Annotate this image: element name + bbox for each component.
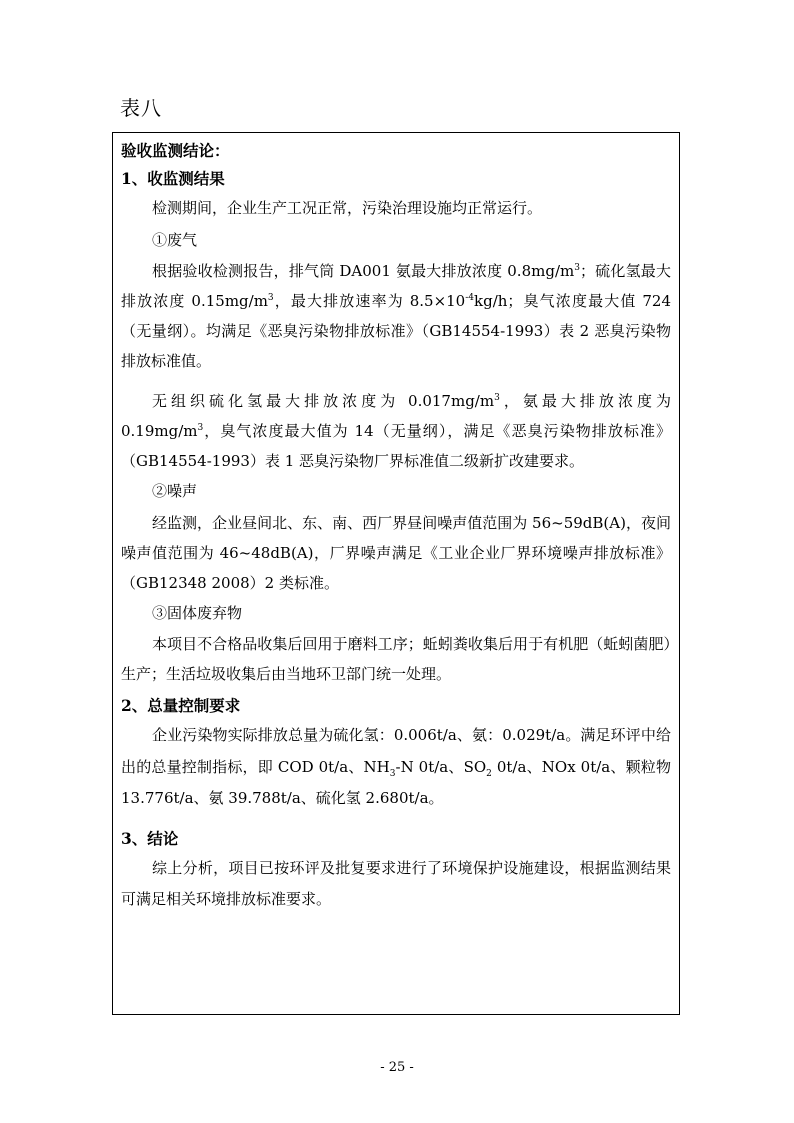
section2-paragraph: 企业污染物实际排放总量为硫化氢：0.006t/a、氨：0.029t/a。满足环评中给出的总量控制指标，即 COD 0t/a、$NH_3-N$ 0t/a、$SO_2$ 0t/a、NOx 0t/a、颗粒物 13.776t/a、氨 39.788t/a、硫化氢 2.680t/a。 — [121, 726, 671, 807]
noise-paragraph: 经监测，企业昼间北、东、南、西厂界昼间噪声值范围为 56~59dB(A)，夜间噪声值范围为 46~48dB(A)，厂界噪声满足《工业企业厂界环境噪声排放标准》（GB12348 2008）2 类标准。 — [121, 513, 671, 592]
box-title: 验收监测结论： — [121, 141, 230, 160]
page-number: - 25 - — [380, 1060, 414, 1075]
noise-label: ②噪声 — [152, 482, 198, 500]
section1-heading: 1、收监测结果 — [121, 169, 225, 188]
section3-paragraph: 综上分析，项目已按环评及批复要求进行了环境保护设施建设，根据监测结果可满足相关环境排放标准要求。 — [121, 858, 671, 908]
section1-intro: 检测期间，企业生产工况正常，污染治理设施均正常运行。 — [152, 199, 543, 217]
section3-heading: 3、结论 — [121, 828, 179, 848]
solid-waste-label: ③固体废弃物 — [152, 603, 243, 622]
conclusion-box — [112, 132, 680, 1015]
waste-gas-paragraph-2: 无组织硫化氢最大排放浓度为 $0.017mg/m^3$，氨最大排放浓度为 $0.19mg/m^3$，臭气浓度最大值为 14（无量纲），满足《恶臭污染物排放标准》（GB14554-1993）表 1 恶臭污染物厂界标准值二级新扩改建要求。 — [121, 392, 671, 470]
solid-waste-paragraph: 本项目不合格品收集后回用于磨料工序；蚯蚓粪收集后用于有机肥（蚯蚓菌肥）生产；生活垃圾收集后由当地环卫部门统一处理。 — [121, 635, 671, 683]
section2-heading: 2、总量控制要求 — [121, 696, 241, 715]
table-label: 表八 — [120, 96, 162, 120]
waste-gas-paragraph-1: 根据验收检测报告，排气筒 DA001 氨最大排放浓度 $0.8mg/m^3$；硫化氢最大排放浓度 $0.15mg/m^3$，最大排放速率为 $8.5\times 10^{-4}kg/h$；臭气浓度最大值 724（无量纲）。均满足《恶臭污染物排放标准》（GB14554-1993）表 2 恶臭污染物排放标准值。 — [121, 262, 671, 370]
waste-gas-label: ①废气 — [152, 230, 198, 249]
